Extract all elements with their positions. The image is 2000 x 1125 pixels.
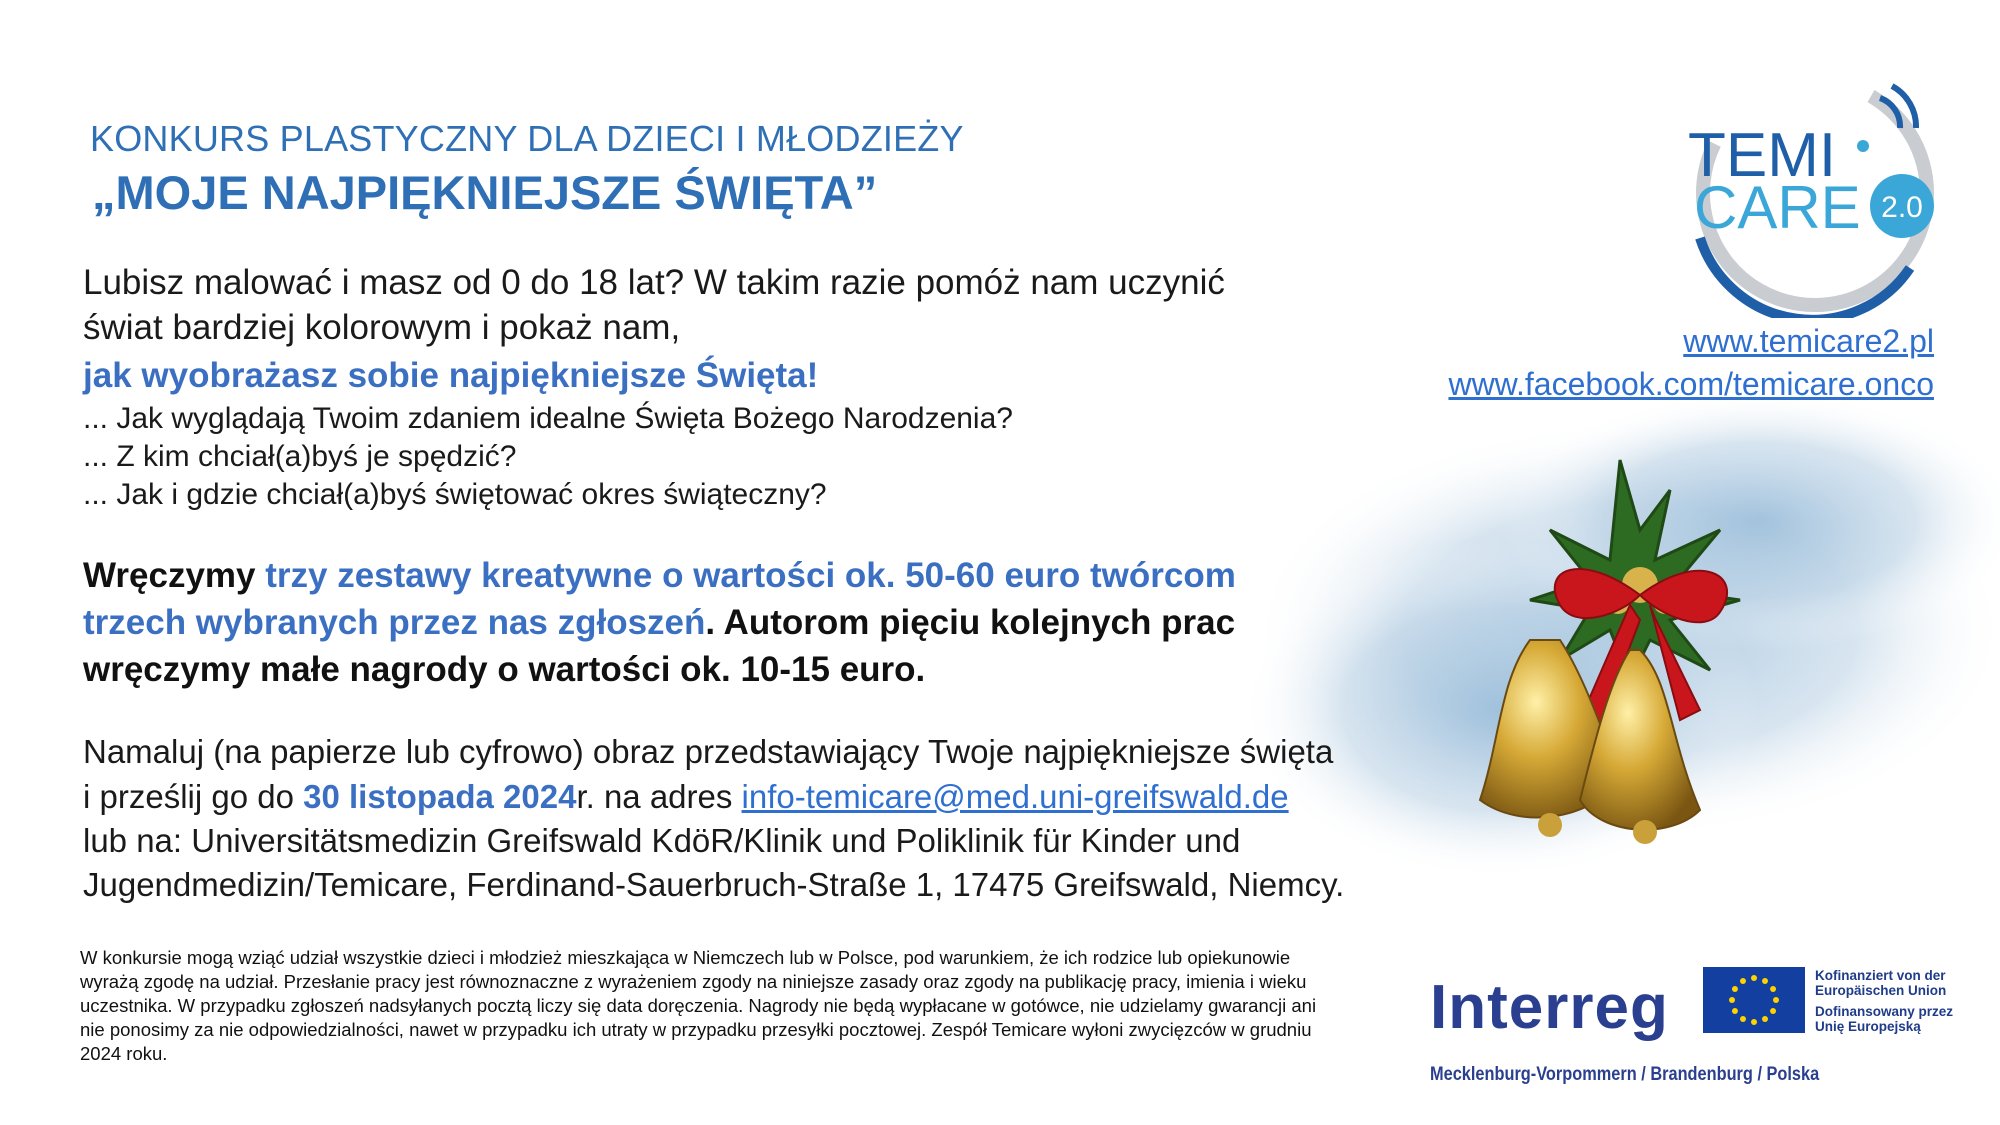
eu-star <box>1732 986 1738 992</box>
instruction-text: i prześlij go do <box>83 778 304 815</box>
eu-cofinance-de-2: Europäischen Union <box>1815 983 1947 998</box>
instruction-line-3: lub na: Universitätsmedizin Greifswald KdöR/Klinik und Poliklinik für Kinder und <box>83 822 1241 859</box>
website-link[interactable]: www.temicare2.pl <box>1683 323 1934 359</box>
logo-word-care: CARE <box>1694 174 1861 241</box>
question-3: ... Jak i gdzie chciał(a)byś świętować okres świąteczny? <box>83 478 827 511</box>
instruction-line-4: Jugendmedizin/Temicare, Ferdinand-Sauerbruch-Straße 1, 17475 Greifswald, Niemcy. <box>83 866 1345 903</box>
temicare-logo <box>1680 68 1950 318</box>
question-1: ... Jak wyglądają Twoim zdaniem idealne Święta Bożego Narodzenia? <box>83 402 1013 435</box>
eu-star <box>1751 975 1757 981</box>
instruction-line-2 <box>83 778 1289 816</box>
prize-line-1 <box>83 556 1236 596</box>
contest-title: „MOJE NAJPIĘKNIEJSZE ŚWIĘTA” <box>92 166 878 219</box>
prize-highlight: trzy zestawy kreatywne o wartości ok. 50-60 euro twórcom <box>265 556 1236 595</box>
eu-cofinance-pl-1: Dofinansowany przez <box>1815 1004 1954 1019</box>
question-2: ... Z kim chciał(a)byś je spędzić? <box>83 440 517 473</box>
eu-star <box>1751 1019 1757 1025</box>
eu-star <box>1773 997 1779 1003</box>
prize-text: . Autorom pięciu kolejnych prac <box>705 603 1236 642</box>
prize-highlight: trzech wybranych przez nas zgłoszeń <box>83 603 706 642</box>
interreg-region: Mecklenburg-Vorpommern / Brandenburg / Polska <box>1430 1064 1820 1085</box>
intro-line-2: świat bardziej kolorowym i pokaż nam, <box>83 308 681 347</box>
intro-line-1: Lubisz malować i masz od 0 do 18 lat? W takim razie pomóż nam uczynić <box>83 263 1225 302</box>
instruction-line-1: Namaluj (na papierze lub cyfrowo) obraz przedstawiający Twoje najpiękniejsze święta <box>83 733 1334 770</box>
intro-highlight: jak wyobrażasz sobie najpiękniejsze Święta! <box>83 356 819 395</box>
prize-line-3: wręczymy małe nagrody o wartości ok. 10-15 euro. <box>83 650 926 689</box>
eu-star <box>1770 986 1776 992</box>
christmas-bells-image <box>1200 380 2000 940</box>
logo-word-temi: TEMI <box>1688 121 1837 190</box>
contest-subtitle: KONKURS PLASTYCZNY DLA DZIECI I MŁODZIEŻY <box>90 118 964 159</box>
eu-flag-icon <box>1703 967 1805 1033</box>
eu-cofinance-de-1: Kofinanziert von der <box>1815 968 1946 983</box>
interreg-logo: Interreg <box>1430 973 1669 1042</box>
logo-version: 2.0 <box>1881 191 1923 224</box>
instruction-text: r. na adres <box>576 778 742 815</box>
eu-star <box>1729 997 1735 1003</box>
facebook-link[interactable]: www.facebook.com/temicare.onco <box>1448 366 1934 402</box>
eu-star <box>1732 1008 1738 1014</box>
prize-line-2 <box>83 603 1235 643</box>
eu-cofinance-pl-2: Unię Europejską <box>1815 1019 1921 1034</box>
eu-star <box>1740 978 1746 984</box>
email-link[interactable]: info-temicare@med.uni-greifswald.de <box>741 778 1289 815</box>
eu-star <box>1770 1008 1776 1014</box>
terms-fine-print: W konkursie mogą wziąć udział wszystkie dzieci i młodzież mieszkająca w Niemczech lub w Polsce, pod warunkiem, że ich rodzice lub opiekunowie wyrażą zgodę na udział. Przesłanie pracy jest równoznaczne z wyrażeniem zgody na niniejsze zasady oraz zgody na publikację pracy, imienia i wieku uczestnika. W przypadku zgłoszeń nadsyłanych pocztą liczy się data doręczenia. Nagrody nie będą wypłacane w gotówce, nie udzielamy gwarancji ani nie ponosimy za nie odpowiedzialności, nawet w przypadku ich utraty w przypadku przesyłki pocztowej. Zespół Temicare wyłoni zwycięzców w grudniu 2024 roku. <box>80 947 1317 1064</box>
eu-star <box>1762 978 1768 984</box>
deadline-date: 30 listopada 2024 <box>303 778 577 815</box>
prize-text: Wręczymy <box>83 556 266 595</box>
eu-star <box>1740 1016 1746 1022</box>
eu-star <box>1762 1016 1768 1022</box>
